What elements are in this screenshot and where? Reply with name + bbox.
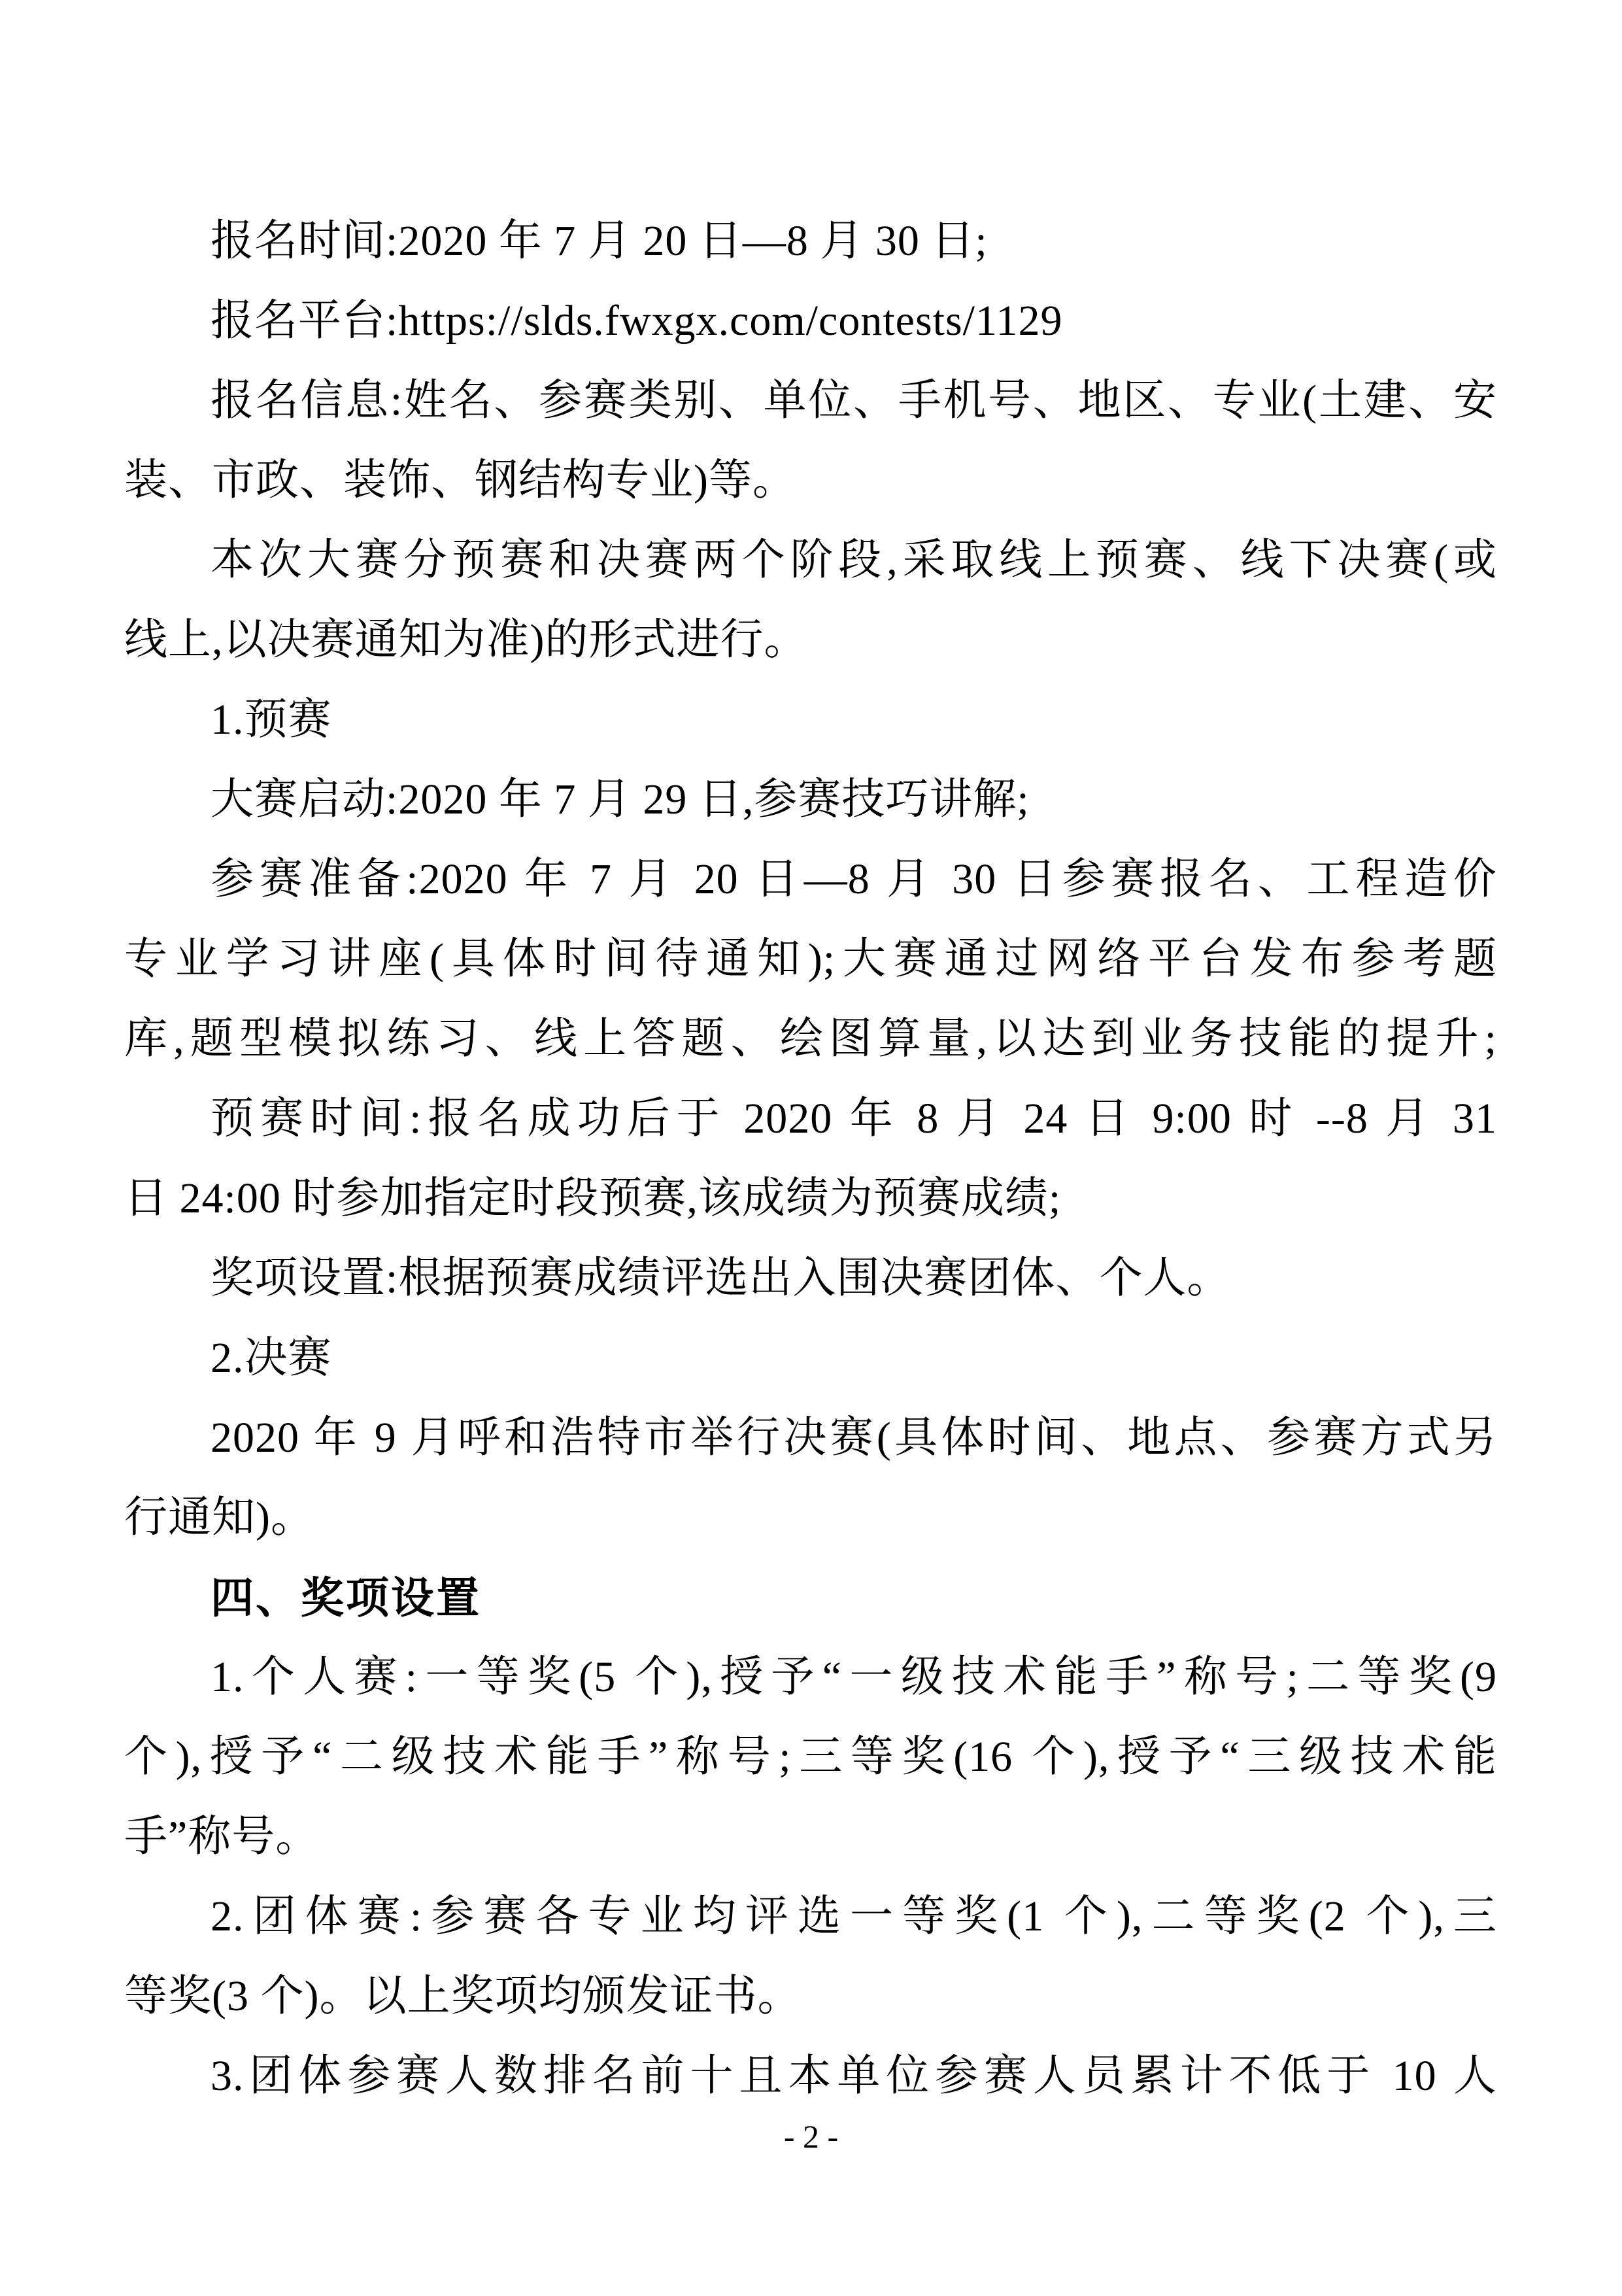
document-body [124, 201, 1497, 2116]
final-round-line-2: 行通知)。 [124, 1494, 314, 1541]
section-4-heading: 四、奖项设置 [211, 1573, 481, 1622]
preliminary-time-line-1: 预赛时间:报名成功后于 2020 年 8 月 24 日 9:00 时 --8 月 31 [211, 1095, 1497, 1142]
individual-awards-line-2: 个),授予“二级技术能手”称号;三等奖(16 个),授予“三级技术能 [124, 1733, 1497, 1781]
team-awards-line-2: 等奖(3 个)。以上奖项均颁发证书。 [124, 1972, 802, 2020]
registration-info-line-2: 装、市政、装饰、钢结构专业)等。 [124, 456, 796, 504]
preparation-line-2: 专业学习讲座(具体时间待通知);大赛通过网络平台发布参考题 [124, 935, 1497, 983]
stages-line-1: 本次大赛分预赛和决赛两个阶段,采取线上预赛、线下决赛(或 [211, 536, 1497, 584]
final-round-heading: 2.决赛 [211, 1334, 332, 1382]
team-participation-line: 3.团体参赛人数排名前十且本单位参赛人员累计不低于 10 人 [211, 2052, 1497, 2100]
individual-awards-line-1: 1.个人赛:一等奖(5 个),授予“一级技术能手”称号;二等奖(9 [211, 1653, 1497, 1701]
final-round-line-1: 2020 年 9 月呼和浩特市举行决赛(具体时间、地点、参赛方式另 [211, 1414, 1497, 1462]
registration-info-line-1: 报名信息:姓名、参赛类别、单位、手机号、地区、专业(土建、安 [211, 377, 1497, 424]
individual-awards-line-3: 手”称号。 [124, 1813, 320, 1860]
page-number: - 2 - [783, 2118, 839, 2155]
awards-selection-line: 奖项设置:根据预赛成绩评选出入围决赛团体、个人。 [211, 1254, 1231, 1302]
registration-time-line: 报名时间:2020 年 7 月 20 日—8 月 30 日; [211, 217, 988, 265]
contest-launch-line: 大赛启动:2020 年 7 月 29 日,参赛技巧讲解; [211, 776, 1030, 823]
preparation-line-3: 库,题型模拟练习、线上答题、绘图算量,以达到业务技能的提升; [124, 1015, 1497, 1063]
team-awards-line-1: 2.团体赛:参赛各专业均评选一等奖(1 个),二等奖(2 个),三 [211, 1893, 1497, 1940]
preparation-line-1: 参赛准备:2020 年 7 月 20 日—8 月 30 日参赛报名、工程造价 [211, 855, 1497, 903]
preliminary-time-line-2: 日 24:00 时参加指定时段预赛,该成绩为预赛成绩; [124, 1174, 1062, 1222]
preliminary-round-heading: 1.预赛 [211, 696, 332, 744]
stages-line-2: 线上,以决赛通知为准)的形式进行。 [124, 616, 808, 664]
registration-platform-line: 报名平台:https://slds.fwxgx.com/contests/1129 [211, 297, 1063, 345]
